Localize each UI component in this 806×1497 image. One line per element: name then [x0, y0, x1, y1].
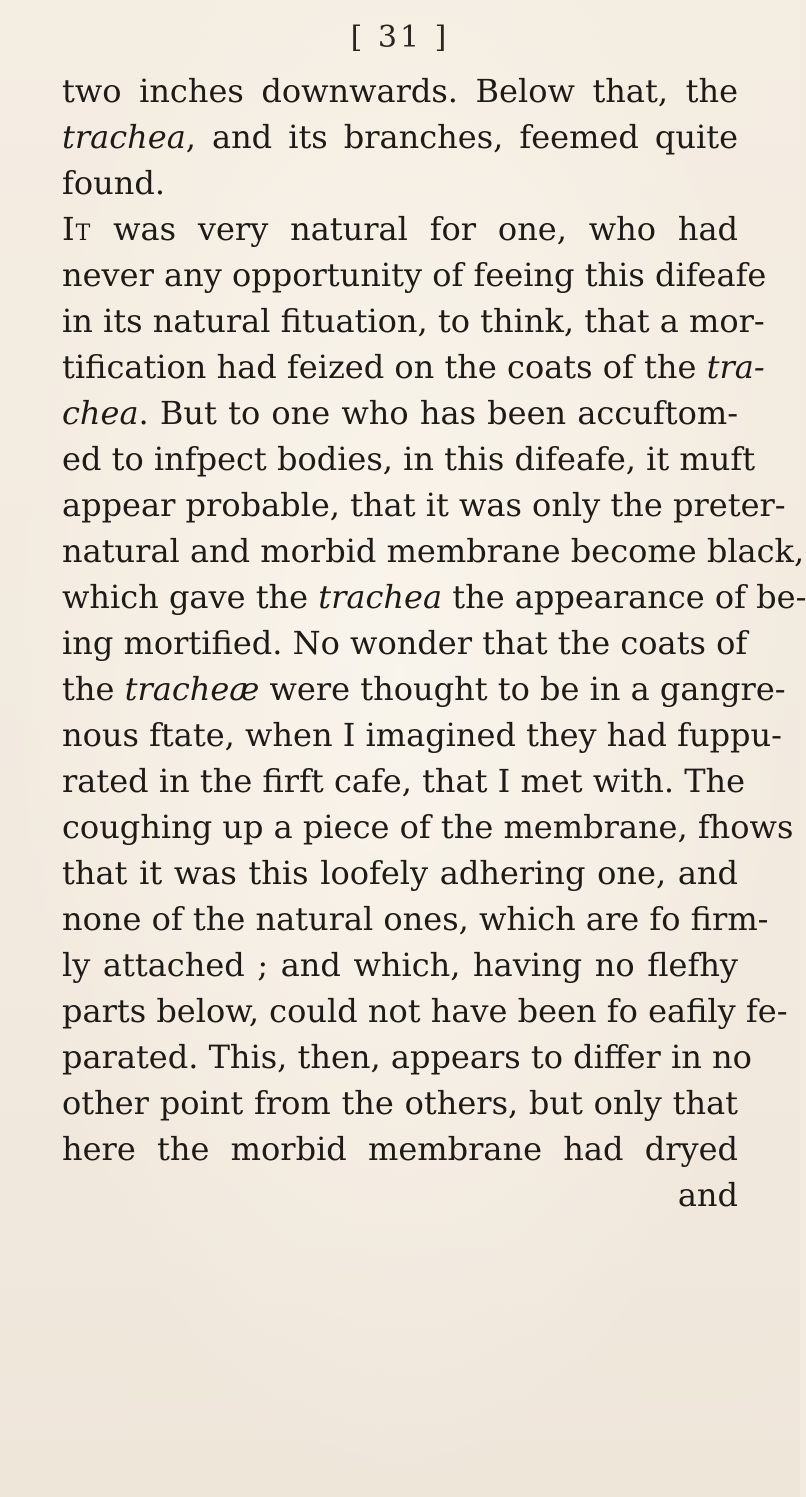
italic-term: trachea [318, 578, 443, 616]
text-line [62, 850, 738, 896]
text-run: appear probable, that it was only the preter- [62, 486, 786, 524]
text-run: the appearance of be- [442, 578, 806, 616]
text-run: natural and morbid membrane become black, [62, 532, 805, 570]
text-line [62, 620, 748, 666]
text-line [62, 528, 805, 574]
text-run: was very natural for one, who had [91, 210, 738, 248]
text-line [62, 1126, 738, 1172]
text-run: nous ftate, when I imagined they had fuppu- [62, 716, 782, 754]
text-line [62, 758, 746, 804]
page-number-header: [ 31 ] [350, 20, 450, 55]
text-line [62, 68, 738, 114]
text-run: which gave the [62, 578, 319, 616]
text-run: ing mortified. No wonder that the coats of [62, 624, 748, 662]
italic-term: tra- [706, 348, 765, 386]
text-line [62, 1034, 752, 1080]
text-run: the [62, 670, 125, 708]
text-run: never any opportunity of feeing this difeafe [62, 256, 767, 294]
text-line [62, 574, 806, 620]
text-run: ed to infpect bodies, in this difeafe, it muft [62, 440, 756, 478]
text-run: coughing up a piece of the membrane, fhows [62, 808, 794, 846]
text-line [62, 942, 738, 988]
text-line [62, 896, 769, 942]
text-line [62, 114, 738, 160]
text-run: here the morbid membrane had dryed [62, 1130, 738, 1168]
text-line [62, 206, 738, 252]
text-line [62, 804, 794, 850]
text-line [62, 298, 765, 344]
text-run: rated in the firft cafe, that I met with. The [62, 762, 746, 800]
text-line [62, 988, 788, 1034]
text-run: were thought to be in a gangre- [259, 670, 786, 708]
text-run: found. [62, 164, 165, 202]
text-run: tification had feized on the coats of the [62, 348, 707, 386]
text-run: two inches downwards. Below that, the [62, 72, 738, 110]
text-line [62, 666, 786, 712]
catchword [62, 1172, 738, 1218]
text-run: in its natural fituation, to think, that a mor- [62, 302, 765, 340]
text-run: . But to one who has been accuftom- [138, 394, 738, 432]
text-run: none of the natural ones, which are fo firm- [62, 900, 769, 938]
text-run: other point from the others, but only that [62, 1084, 738, 1122]
italic-term: trachea [62, 118, 186, 156]
text-run: , and its branches, feemed quite [185, 118, 738, 156]
text-run: parts below, could not have been fo eafily fe- [62, 992, 788, 1030]
text-line [62, 390, 738, 436]
text-line [62, 252, 767, 298]
text-line [62, 160, 738, 206]
text-run: and [677, 1176, 738, 1214]
italic-term: tracheæ [124, 670, 260, 708]
italic-term: chea [62, 394, 139, 432]
text-run: that it was this loofely adhering one, and [62, 854, 738, 892]
text-run: ly attached ; and which, having no flefhy [62, 946, 738, 984]
text-line [62, 482, 786, 528]
text-line [62, 344, 765, 390]
text-line [62, 1080, 738, 1126]
text-line [62, 712, 782, 758]
text-line [62, 436, 756, 482]
body-text [62, 68, 806, 1218]
small-caps-opening: It [62, 210, 92, 248]
text-run: parated. This, then, appears to differ in no [62, 1038, 752, 1076]
